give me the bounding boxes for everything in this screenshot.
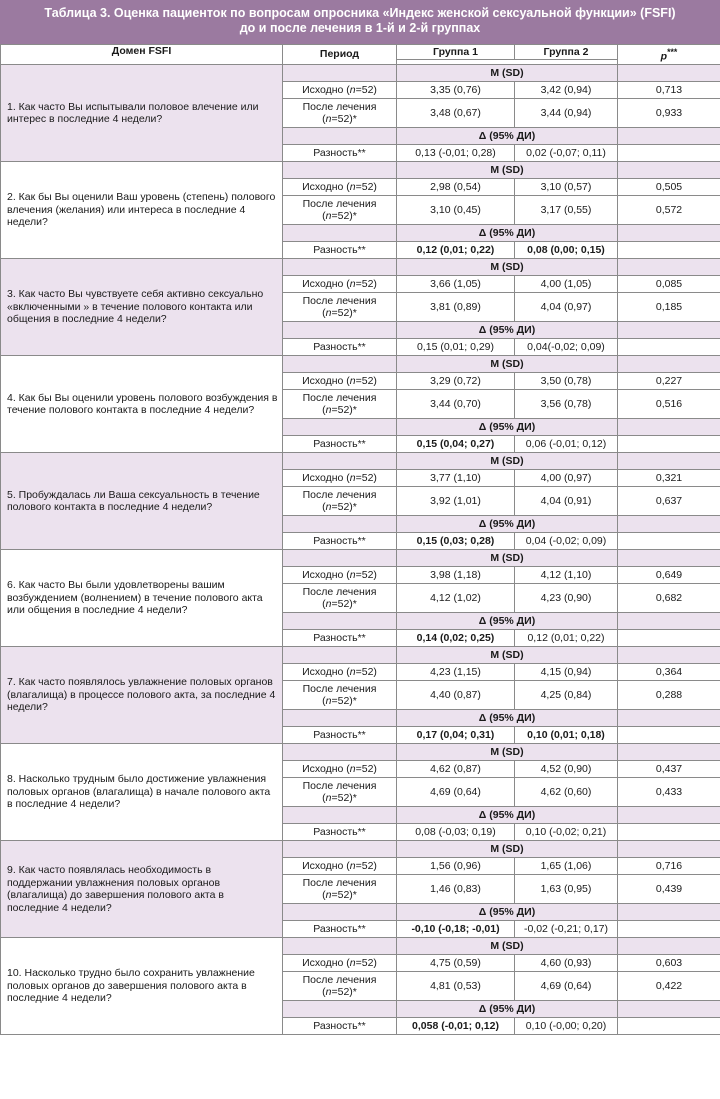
p-after: 0,185 (618, 293, 720, 322)
period-after-line1: После лечения (302, 100, 377, 113)
header-group1: Группа 1 (397, 45, 515, 60)
g1-diff: 0,13 (-0,01; 0,28) (397, 145, 515, 162)
g2-diff: 0,08 (0,00; 0,15) (515, 242, 618, 259)
period-baseline: Исходно (n=52) (283, 276, 397, 293)
label-spacer (283, 647, 397, 664)
p-baseline: 0,716 (618, 858, 720, 875)
question-text: 2. Как бы Вы оценили Ваш уровень (степень) полового влечения (желания) или интереса в последние 4 недели? (1, 162, 283, 259)
label-msd: M (SD) (397, 356, 618, 373)
g2-after: 3,17 (0,55) (515, 196, 618, 225)
g1-baseline: 4,75 (0,59) (397, 955, 515, 972)
g1-after: 4,12 (1,02) (397, 584, 515, 613)
label-delta: Δ (95% ДИ) (397, 225, 618, 242)
g1-baseline: 4,23 (1,15) (397, 664, 515, 681)
label-msd: M (SD) (397, 938, 618, 955)
g1-baseline: 1,56 (0,96) (397, 858, 515, 875)
label-spacer (283, 322, 397, 339)
label-spacer (618, 938, 720, 955)
period-diff: Разность** (283, 824, 397, 841)
period-diff: Разность** (283, 436, 397, 453)
g1-diff: 0,15 (0,03; 0,28) (397, 533, 515, 550)
label-spacer (283, 613, 397, 630)
title-line-1: Таблица 3. Оценка пациенток по вопросам опросника «Индекс женской сексуальной функции» (FSFI) (44, 6, 676, 20)
label-msd: M (SD) (397, 841, 618, 858)
g1-after: 1,46 (0,83) (397, 875, 515, 904)
table-row (1, 647, 720, 664)
p-after: 0,572 (618, 196, 720, 225)
period-after-line1: После лечения (302, 585, 377, 598)
label-spacer (618, 1001, 720, 1018)
p-diff-empty (618, 242, 720, 259)
table-row (1, 356, 720, 373)
period-diff: Разность** (283, 727, 397, 744)
g2-after: 4,69 (0,64) (515, 972, 618, 1001)
label-spacer (283, 550, 397, 567)
label-spacer (618, 65, 720, 82)
g1-diff: 0,12 (0,01; 0,22) (397, 242, 515, 259)
g2-after: 3,44 (0,94) (515, 99, 618, 128)
period-baseline: Исходно (n=52) (283, 858, 397, 875)
period-after: После лечения (n=52)* (283, 875, 397, 904)
label-delta: Δ (95% ДИ) (397, 1001, 618, 1018)
g2-diff: 0,10 (-0,02; 0,21) (515, 824, 618, 841)
period-after: После лечения (n=52)* (283, 293, 397, 322)
label-spacer (618, 807, 720, 824)
period-baseline: Исходно (n=52) (283, 373, 397, 390)
question-text: 7. Как часто появлялось увлажнение половых органов (влагалища) в процессе полового акта, за последние 4 недели? (1, 647, 283, 744)
table-title (0, 0, 720, 44)
p-diff-empty (618, 533, 720, 550)
label-spacer (618, 322, 720, 339)
label-msd: M (SD) (397, 65, 618, 82)
table-row (1, 453, 720, 470)
period-after: После лечения (n=52)* (283, 584, 397, 613)
g2-baseline: 4,60 (0,93) (515, 955, 618, 972)
label-msd: M (SD) (397, 259, 618, 276)
label-spacer (283, 516, 397, 533)
title-line-2: до и после лечения в 1-й и 2-й группах (239, 21, 481, 35)
p-after: 0,933 (618, 99, 720, 128)
fsfi-table (0, 44, 720, 1035)
p-diff-empty (618, 1018, 720, 1035)
period-diff: Разность** (283, 339, 397, 356)
g1-after: 4,81 (0,53) (397, 972, 515, 1001)
label-spacer (283, 162, 397, 179)
g1-diff: 0,17 (0,04; 0,31) (397, 727, 515, 744)
label-spacer (618, 453, 720, 470)
g1-after: 3,81 (0,89) (397, 293, 515, 322)
g2-after: 4,04 (0,97) (515, 293, 618, 322)
p-baseline: 0,649 (618, 567, 720, 584)
g2-baseline: 3,10 (0,57) (515, 179, 618, 196)
p-baseline: 0,603 (618, 955, 720, 972)
g1-diff: 0,14 (0,02; 0,25) (397, 630, 515, 647)
label-delta: Δ (95% ДИ) (397, 710, 618, 727)
label-msd: M (SD) (397, 647, 618, 664)
question-text: 9. Как часто появлялась необходимость в поддержании увлажнения половых органов (влагалища) до завершения полового акта в последние 4 недели? (1, 841, 283, 938)
g1-after: 3,92 (1,01) (397, 487, 515, 516)
p-diff-empty (618, 630, 720, 647)
period-after: После лечения (n=52)* (283, 487, 397, 516)
label-spacer (618, 516, 720, 533)
period-baseline: Исходно (n=52) (283, 470, 397, 487)
period-after-line1: После лечения (302, 391, 377, 404)
question-text: 10. Насколько трудно было сохранить увлажнение половых органов до завершения полового акта в последние 4 недели? (1, 938, 283, 1035)
g2-baseline: 3,50 (0,78) (515, 373, 618, 390)
g2-baseline: 4,52 (0,90) (515, 761, 618, 778)
g2-baseline: 4,12 (1,10) (515, 567, 618, 584)
period-diff: Разность** (283, 921, 397, 938)
label-msd: M (SD) (397, 550, 618, 567)
g2-baseline: 4,00 (0,97) (515, 470, 618, 487)
label-msd: M (SD) (397, 162, 618, 179)
label-delta: Δ (95% ДИ) (397, 807, 618, 824)
p-after: 0,422 (618, 972, 720, 1001)
label-spacer (283, 904, 397, 921)
question-text: 4. Как бы Вы оценили уровень полового возбуждения в течение полового контакта в последние 4 недели? (1, 356, 283, 453)
g1-baseline: 3,77 (1,10) (397, 470, 515, 487)
p-diff-empty (618, 145, 720, 162)
period-after: После лечения (n=52)* (283, 778, 397, 807)
period-baseline: Исходно (n=52) (283, 761, 397, 778)
period-after-line1: После лечения (302, 973, 377, 986)
label-spacer (283, 65, 397, 82)
question-text: 3. Как часто Вы чувствуете себя активно сексуально «включенными » в течение полового контакта или общения в последние 4 недели? (1, 259, 283, 356)
g2-after: 3,56 (0,78) (515, 390, 618, 419)
table-row (1, 550, 720, 567)
label-spacer (618, 647, 720, 664)
period-baseline: Исходно (n=52) (283, 664, 397, 681)
p-after: 0,516 (618, 390, 720, 419)
p-diff-empty (618, 727, 720, 744)
period-diff: Разность** (283, 145, 397, 162)
period-after-line1: После лечения (302, 197, 377, 210)
g1-diff: 0,08 (-0,03; 0,19) (397, 824, 515, 841)
label-spacer (283, 807, 397, 824)
label-spacer (618, 225, 720, 242)
period-after-line1: После лечения (302, 488, 377, 501)
g1-baseline: 3,29 (0,72) (397, 373, 515, 390)
label-spacer (618, 904, 720, 921)
period-diff: Разность** (283, 1018, 397, 1035)
period-baseline: Исходно (n=52) (283, 179, 397, 196)
period-diff: Разность** (283, 242, 397, 259)
p-diff-empty (618, 921, 720, 938)
g2-after: 4,25 (0,84) (515, 681, 618, 710)
g1-baseline: 4,62 (0,87) (397, 761, 515, 778)
table-body (1, 65, 720, 1035)
period-baseline: Исходно (n=52) (283, 82, 397, 99)
period-after: После лечения (n=52)* (283, 972, 397, 1001)
label-spacer (618, 841, 720, 858)
p-baseline: 0,437 (618, 761, 720, 778)
label-spacer (283, 1001, 397, 1018)
table-row (1, 841, 720, 858)
label-spacer (618, 162, 720, 179)
g1-baseline: 2,98 (0,54) (397, 179, 515, 196)
p-after: 0,682 (618, 584, 720, 613)
g1-after: 4,40 (0,87) (397, 681, 515, 710)
header-period: Период (283, 45, 397, 65)
g1-baseline: 3,35 (0,76) (397, 82, 515, 99)
g1-after: 3,48 (0,67) (397, 99, 515, 128)
g2-baseline: 4,15 (0,94) (515, 664, 618, 681)
p-after: 0,637 (618, 487, 720, 516)
header-domain: Домен FSFI (1, 45, 283, 65)
label-spacer (618, 259, 720, 276)
label-delta: Δ (95% ДИ) (397, 128, 618, 145)
label-delta: Δ (95% ДИ) (397, 419, 618, 436)
table-row (1, 259, 720, 276)
p-baseline: 0,321 (618, 470, 720, 487)
label-spacer (283, 259, 397, 276)
period-after: После лечения (n=52)* (283, 390, 397, 419)
period-after: После лечения (n=52)* (283, 99, 397, 128)
g2-after: 4,04 (0,91) (515, 487, 618, 516)
p-after: 0,288 (618, 681, 720, 710)
period-baseline: Исходно (n=52) (283, 955, 397, 972)
p-diff-empty (618, 339, 720, 356)
label-spacer (283, 710, 397, 727)
g1-diff: -0,10 (-0,18; -0,01) (397, 921, 515, 938)
g1-baseline: 3,66 (1,05) (397, 276, 515, 293)
g2-baseline: 1,65 (1,06) (515, 858, 618, 875)
question-text: 8. Насколько трудным было достижение увлажнения половых органов (влагалища) в начале полового акта в последние 4 недели? (1, 744, 283, 841)
table-row (1, 744, 720, 761)
period-after: После лечения (n=52)* (283, 681, 397, 710)
g2-diff: 0,06 (-0,01; 0,12) (515, 436, 618, 453)
period-after: После лечения (n=52)* (283, 196, 397, 225)
label-spacer (618, 550, 720, 567)
g2-diff: 0,12 (0,01; 0,22) (515, 630, 618, 647)
p-baseline: 0,505 (618, 179, 720, 196)
label-spacer (618, 744, 720, 761)
p-diff-empty (618, 824, 720, 841)
p-baseline: 0,713 (618, 82, 720, 99)
p-baseline: 0,364 (618, 664, 720, 681)
label-delta: Δ (95% ДИ) (397, 904, 618, 921)
g1-diff: 0,15 (0,01; 0,29) (397, 339, 515, 356)
period-after-line1: После лечения (302, 294, 377, 307)
question-text: 1. Как часто Вы испытывали половое влечение или интерес в последние 4 недели? (1, 65, 283, 162)
period-diff: Разность** (283, 630, 397, 647)
g2-after: 4,23 (0,90) (515, 584, 618, 613)
g1-diff: 0,15 (0,04; 0,27) (397, 436, 515, 453)
g1-after: 3,44 (0,70) (397, 390, 515, 419)
label-spacer (618, 356, 720, 373)
p-after: 0,433 (618, 778, 720, 807)
g1-after: 3,10 (0,45) (397, 196, 515, 225)
g2-after: 4,62 (0,60) (515, 778, 618, 807)
label-spacer (283, 841, 397, 858)
period-diff: Разность** (283, 533, 397, 550)
g1-after: 4,69 (0,64) (397, 778, 515, 807)
period-after-line1: После лечения (302, 682, 377, 695)
p-baseline: 0,227 (618, 373, 720, 390)
label-spacer (283, 938, 397, 955)
label-spacer (618, 710, 720, 727)
g2-baseline: 3,42 (0,94) (515, 82, 618, 99)
label-spacer (283, 128, 397, 145)
g2-diff: 0,10 (0,01; 0,18) (515, 727, 618, 744)
label-spacer (283, 744, 397, 761)
label-delta: Δ (95% ДИ) (397, 322, 618, 339)
label-spacer (283, 453, 397, 470)
period-after-line1: После лечения (302, 876, 377, 889)
label-delta: Δ (95% ДИ) (397, 613, 618, 630)
p-baseline: 0,085 (618, 276, 720, 293)
g2-diff: 0,04 (-0,02; 0,09) (515, 533, 618, 550)
g2-diff: 0,04(-0,02; 0,09) (515, 339, 618, 356)
p-diff-empty (618, 436, 720, 453)
label-spacer (618, 419, 720, 436)
g2-diff: 0,10 (-0,00; 0,20) (515, 1018, 618, 1035)
p-after: 0,439 (618, 875, 720, 904)
label-msd: M (SD) (397, 453, 618, 470)
label-delta: Δ (95% ДИ) (397, 516, 618, 533)
g2-diff: -0,02 (-0,21; 0,17) (515, 921, 618, 938)
label-spacer (618, 128, 720, 145)
g2-diff: 0,02 (-0,07; 0,11) (515, 145, 618, 162)
header-group2: Группа 2 (515, 45, 618, 60)
period-after-line1: После лечения (302, 779, 377, 792)
question-text: 5. Пробуждалась ли Ваша сексуальность в течение полового контакта в последние 4 недели? (1, 453, 283, 550)
g2-baseline: 4,00 (1,05) (515, 276, 618, 293)
label-spacer (283, 225, 397, 242)
label-msd: M (SD) (397, 744, 618, 761)
table-row (1, 162, 720, 179)
table-row (1, 65, 720, 82)
g1-baseline: 3,98 (1,18) (397, 567, 515, 584)
label-spacer (618, 613, 720, 630)
period-baseline: Исходно (n=52) (283, 567, 397, 584)
g1-diff: 0,058 (-0,01; 0,12) (397, 1018, 515, 1035)
label-spacer (283, 356, 397, 373)
header-p: p*** (618, 45, 720, 65)
question-text: 6. Как часто Вы были удовлетворены вашим возбуждением (волнением) в течение полового акта или общения в последние 4 недели? (1, 550, 283, 647)
g2-after: 1,63 (0,95) (515, 875, 618, 904)
label-spacer (283, 419, 397, 436)
table-row (1, 938, 720, 955)
